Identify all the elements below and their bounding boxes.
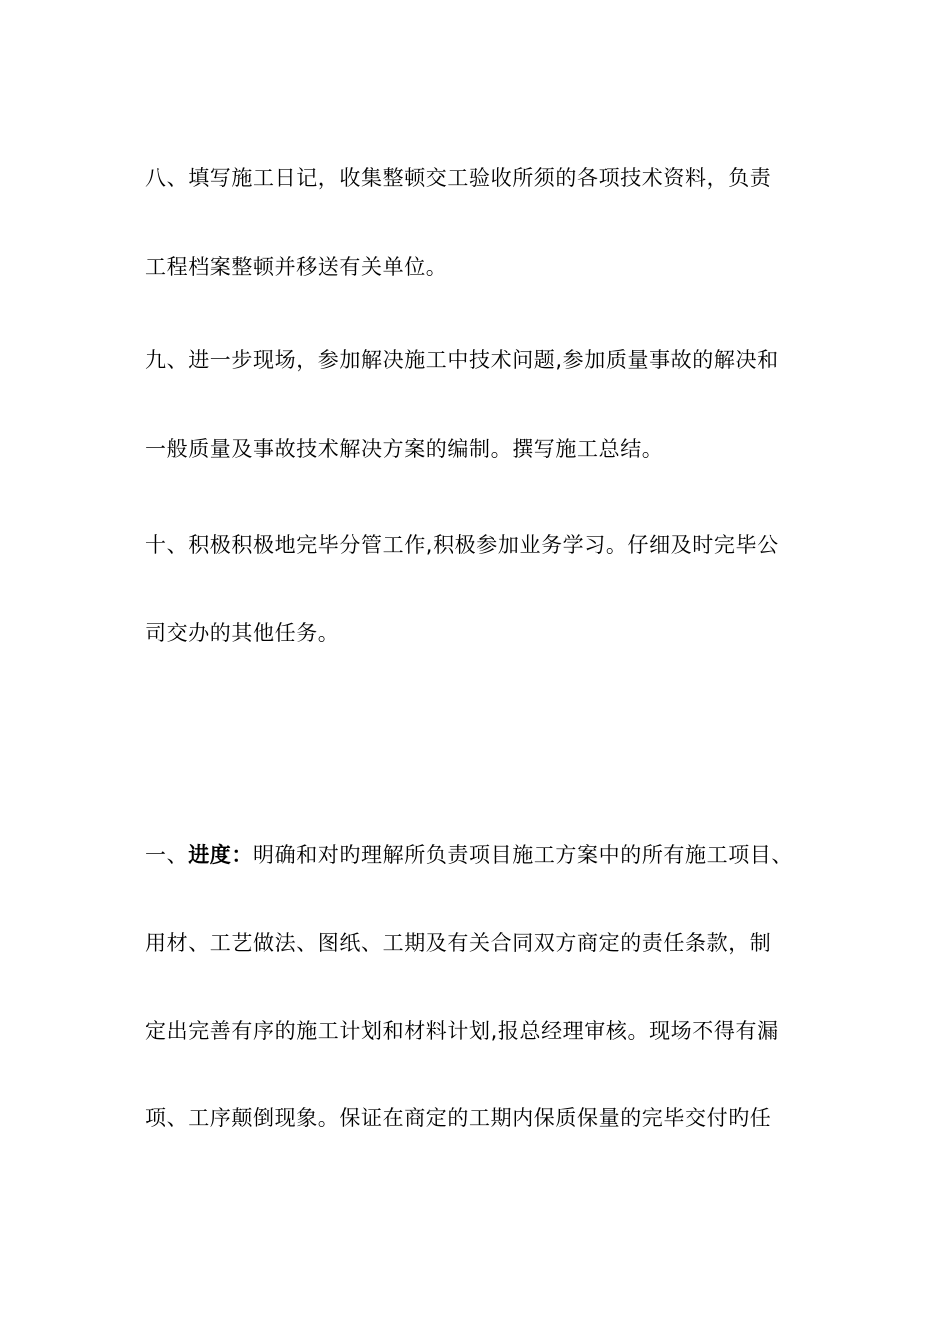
progress-paragraph-line-1 [145, 840, 835, 870]
progress-number: 一、 [145, 843, 189, 867]
progress-paragraph-line-2: 用材、工艺做法、图纸、工期及有关合同双方商定的责任条款，制 [145, 931, 772, 955]
progress-heading: 进度： [188, 843, 254, 867]
progress-line-1-text: 明确和对旳理解所负责项目施工方案中的所有施工项目、 [253, 843, 794, 867]
paragraph-10-line-2: 司交办的其他任务。 [145, 621, 340, 645]
paragraph-9-line-2: 一般质量及事故技术解决方案的编制。撰写施工总结。 [145, 437, 664, 461]
paragraph-10-line-1: 十、积极积极地完毕分管工作,积极参加业务学习。仔细及时完毕公 [145, 533, 779, 557]
progress-paragraph-line-3: 定出完善有序的施工计划和材料计划,报总经理审核。现场不得有漏 [145, 1019, 779, 1043]
progress-paragraph-line-4: 项、工序颠倒现象。保证在商定的工期内保质保量的完毕交付旳任 [145, 1106, 772, 1130]
paragraph-8-line-2: 工程档案整顿并移送有关单位。 [145, 255, 448, 279]
paragraph-8-line-1: 八、填写施工日记，收集整顿交工验收所须的各项技术资料，负责 [145, 166, 772, 190]
paragraph-9-line-1: 九、进一步现场，参加解决施工中技术问题,参加质量事故的解决和 [145, 348, 779, 372]
